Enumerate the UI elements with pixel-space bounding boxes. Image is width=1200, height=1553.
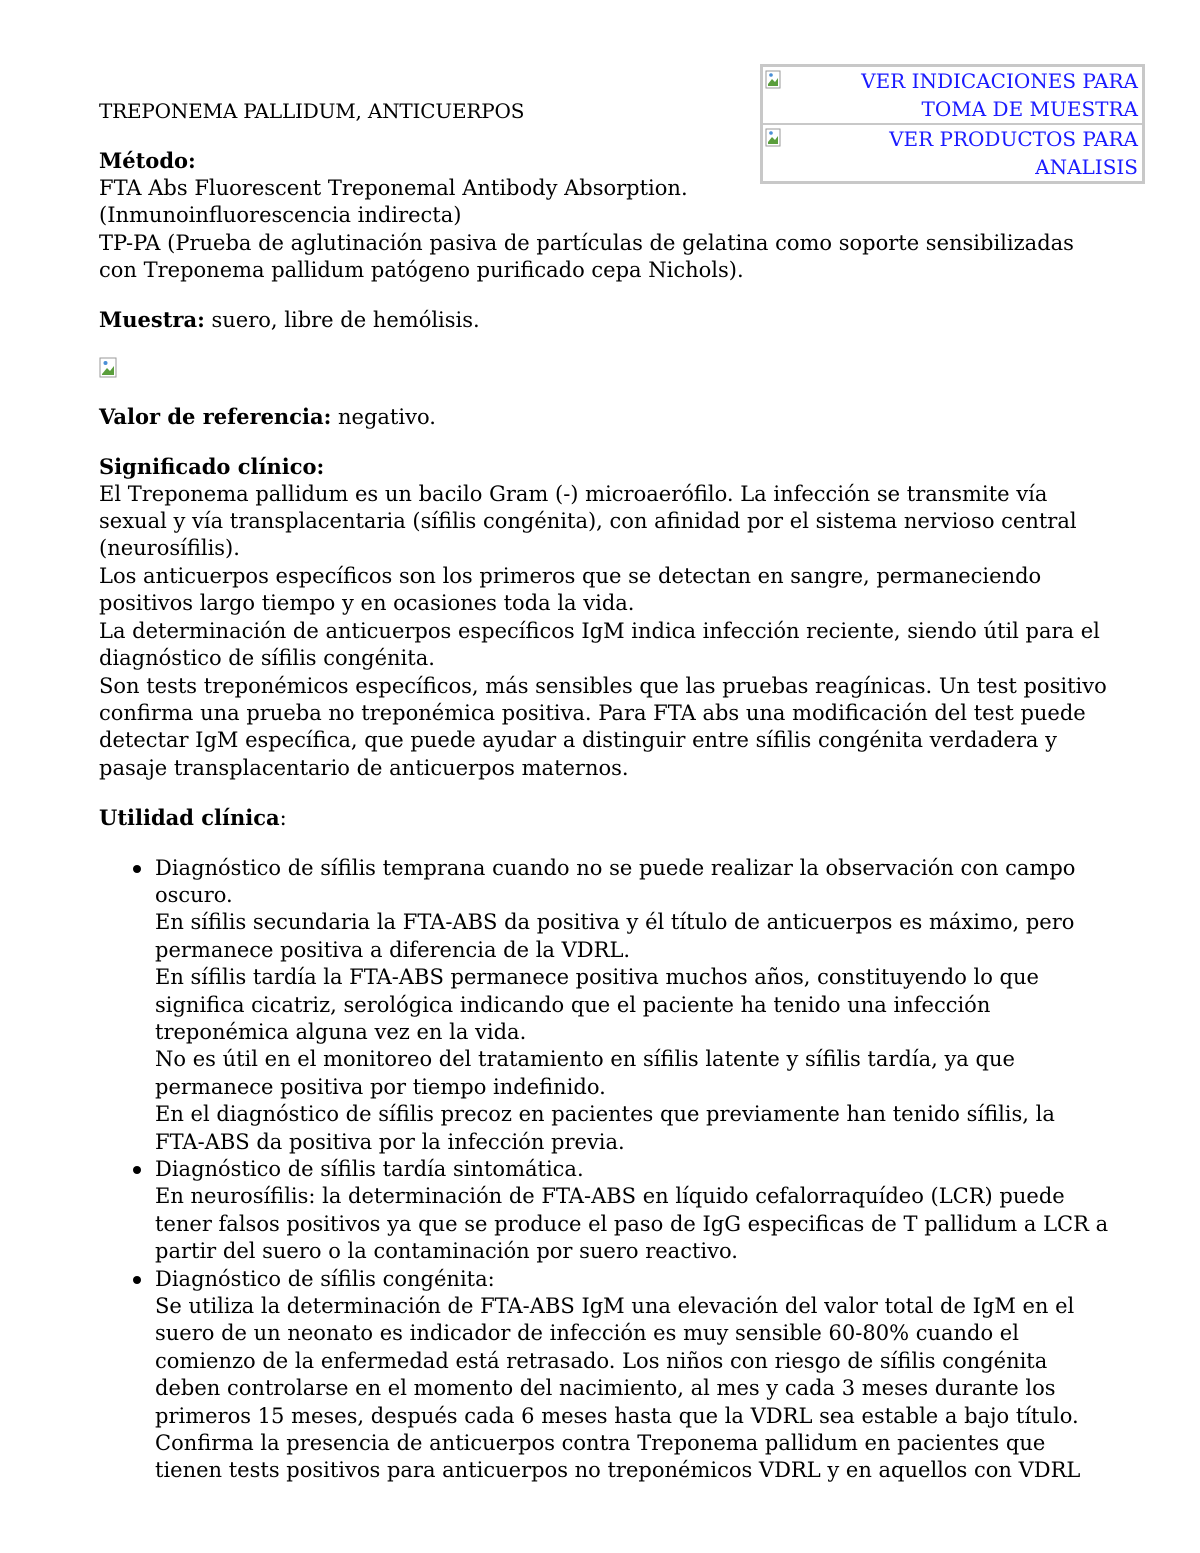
muestra-value: suero, libre de hemólisis. [204, 308, 480, 333]
referencia-label: Valor de referencia: [99, 403, 332, 429]
metodo-line: TP-PA (Prueba de aglutinación pasiva de partículas de gelatina como soporte sensibilizadas con Treponema pallidum patógeno purificado cepa Nichols). [99, 230, 1074, 283]
utilidad-label: Utilidad clínica [99, 805, 280, 831]
link-productos-label[interactable]: VER PRODUCTOS PARA ANALISIS [889, 127, 1138, 179]
list-item-line: En sífilis tardía la FTA-ABS permanece positiva muchos años, constituyendo lo que significa cicatriz, serológica indicando que el paciente ha tenido una infección treponémica alguna vez en la vida. [155, 965, 1039, 1044]
list-item-line: Diagnóstico de sífilis tardía sintomática. [155, 1157, 584, 1181]
document-content [99, 98, 1109, 1485]
list-item-line: Se utiliza la determinación de FTA-ABS IgM una elevación del valor total de IgM en el suero de un neonato es indicador de infección es muy sensible 60-80% cuando el comienzo de la enfermedad está retrasado. Los niños con riesgo de sífilis congénita deben controlarse en el momento del nacimiento, al mes y cada 3 meses durante los primeros 15 meses, después cada 6 meses hasta que la VDRL sea estable a bajo título. [155, 1294, 1079, 1428]
list-item-line: En neurosífilis: la determinación de FTA-ABS en líquido cefalorraquídeo (LCR) puede tener falsos positivos ya que se produce el paso de IgG especificas de T pallidum a LCR a partir del suero o la contaminación por suero reactivo. [155, 1184, 1109, 1264]
referencia-value: negativo. [331, 404, 436, 429]
list-item-line: Diagnóstico de sífilis temprana cuando no se puede realizar la observación con campo oscuro. [155, 855, 1076, 907]
significado-paragraph: El Treponema pallidum es un bacilo Gram (-) microaerófilo. La infección se transmite vía sexual y vía transplacentaria (sífilis congénita), con afinidad por el sistema nervioso central (neurosífilis). [99, 481, 1077, 561]
metodo-line: FTA Abs Fluorescent Treponemal Antibody Absorption. [99, 175, 688, 200]
significado-section [99, 453, 1109, 782]
list-item [155, 1266, 1109, 1485]
significado-paragraph: Son tests treponémicos específicos, más sensibles que las pruebas reagínicas. Un test positivo confirma una prueba no treponémica positiva. Para FTA abs una modificación del test puede detectar IgM específica, que puede ayudar a distinguir entre sífilis congénita verdadera y pasaje transplacentario de anticuerpos maternos. [99, 673, 1107, 780]
utilidad-list [99, 855, 1109, 1485]
list-item-line: En sífilis secundaria la FTA-ABS da positiva y él título de anticuerpos es máximo, pero permanece positiva a diferencia de la VDRL. [155, 910, 1075, 962]
list-item [155, 855, 1109, 1156]
link-toma-muestra-label[interactable]: VER INDICACIONES PARA TOMA DE MUESTRA [861, 69, 1138, 121]
broken-image-icon [99, 357, 123, 381]
metodo-line: (Inmunoinfluorescencia indirecta) [99, 203, 462, 228]
significado-paragraph: Los anticuerpos específicos son los primeros que se detectan en sangre, permaneciendo positivos largo tiempo y en ocasiones toda la vida. [99, 563, 1042, 616]
referencia-section [99, 403, 1109, 431]
significado-paragraph: La determinación de anticuerpos específicos IgM indica infección reciente, siendo útil para el diagnóstico de sífilis congénita. [99, 618, 1100, 671]
significado-label: Significado clínico: [99, 454, 325, 480]
muestra-label: Muestra: [99, 307, 205, 333]
list-item-line: En el diagnóstico de sífilis precoz en pacientes que previamente han tenido sífilis, la FTA-ABS da positiva por la infección previa. [155, 1102, 1055, 1154]
metodo-section [99, 147, 1109, 284]
page-title: TREPONEMA PALLIDUM, ANTICUERPOS [99, 99, 525, 123]
list-item-line: Diagnóstico de sífilis congénita: [155, 1266, 495, 1291]
utilidad-heading [99, 804, 1109, 832]
utilidad-suffix: : [279, 806, 287, 831]
list-item [155, 1156, 1109, 1266]
broken-image-icon [765, 70, 787, 92]
list-item-line: No es útil en el monitoreo del tratamiento en sífilis latente y sífilis tardía, ya que permanece positiva por tiempo indefinido. [155, 1047, 1015, 1099]
muestra-section [99, 306, 1109, 334]
list-item-line: Confirma la presencia de anticuerpos contra Treponema pallidum en pacientes que tienen tests positivos para anticuerpos no treponémicos VDRL y en aquellos con VDRL [155, 1431, 1081, 1483]
metodo-label: Método: [99, 148, 196, 174]
